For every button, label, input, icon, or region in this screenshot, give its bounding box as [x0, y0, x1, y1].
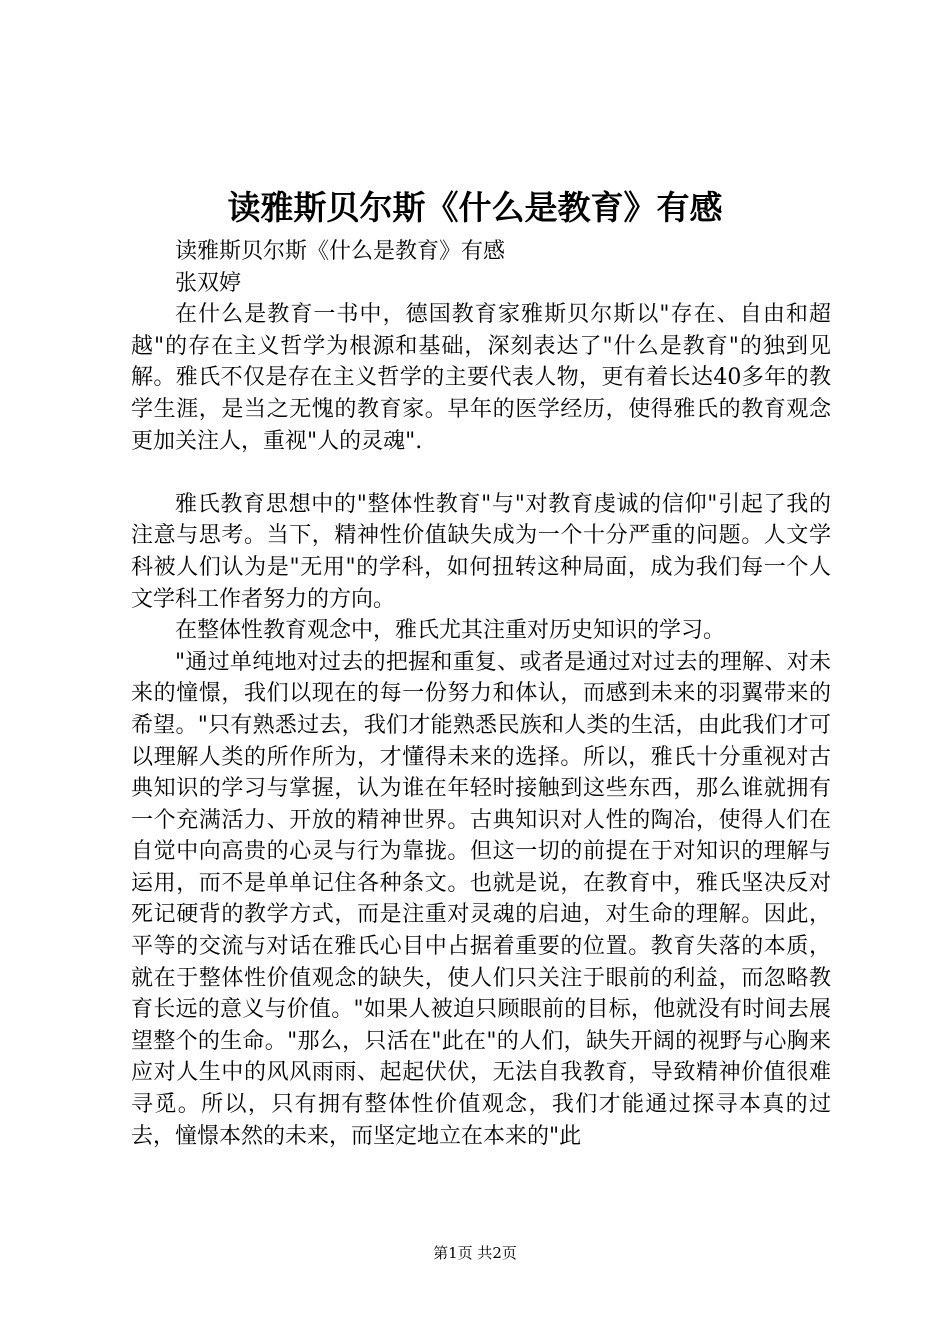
document-body — [131, 236, 831, 1152]
paragraph-3: 在整体性教育观念中，雅氏尤其注重对历史知识的学习。 — [175, 618, 726, 644]
paragraph-1: 在什么是教育一书中，德国教育家雅斯贝尔斯以"存在、自由和超越"的存在主义哲学为根源和基础，深刻表达了"什么是教育"的独到见解。雅氏不仅是存在主义哲学的主要代表人物，更有着长达40多年的教学生涯，是当之无愧的教育家。早年的医学经历，使得雅氏的教育观念更加关注人，重视"人的灵魂". — [131, 302, 831, 454]
paragraph-2: 雅氏教育思想中的"整体性教育"与"对教育虔诚的信仰"引起了我的注意与思考。当下，精神性价值缺失成为一个十分严重的问题。人文学科被人们认为是"无用"的学科，如何扭转这种局面，成为我们每一个人文学科工作者努力的方向。 — [131, 491, 831, 612]
author-line: 张双婷 — [175, 270, 242, 296]
paragraph-4: "通过单纯地对过去的把握和重复、或者是通过对过去的理解、对未来的憧憬，我们以现在的每一份努力和体认，而感到未来的羽翼带来的希望。"只有熟悉过去，我们才能熟悉民族和人类的生活，由此我们才可以理解人类的所作所为，才懂得未来的选择。所以，雅氏十分重视对古典知识的学习与掌握，认为谁在年轻时接触到这些东西，那么谁就拥有一个充满活力、开放的精神世界。古典知识对人性的陶冶，使得人们在自觉中向高贵的心灵与行为靠拢。但这一切的前提在于对知识的理解与运用，而不是单单记住各种条文。也就是说，在教育中，雅氏坚决反对死记硬背的教学方式，而是注重对灵魂的启迪，对生命的理解。因此，平等的交流与对话在雅氏心目中占据着重要的位置。教育失落的本质，就在于整体性价值观念的缺失，使人们只关注于眼前的利益，而忽略教育长远的意义与价值。"如果人被迫只顾眼前的目标，他就没有时间去展望整个的生命。"那么，只活在"此在"的人们，缺失开阔的视野与心胸来应对人生中的风风雨雨、起起伏伏，无法自我教育，导致精神价值很难寻觅。所以，只有拥有整体性价值观念，我们才能通过探寻本真的过去，憧憬本然的未来，而坚定地立在本来的"此 — [131, 649, 831, 1149]
page-footer: 第1页 共2页 — [433, 1244, 517, 1262]
subtitle-line: 读雅斯贝尔斯《什么是教育》有感 — [175, 239, 506, 264]
document-title: 读雅斯贝尔斯《什么是教育》有感 — [227, 188, 723, 227]
